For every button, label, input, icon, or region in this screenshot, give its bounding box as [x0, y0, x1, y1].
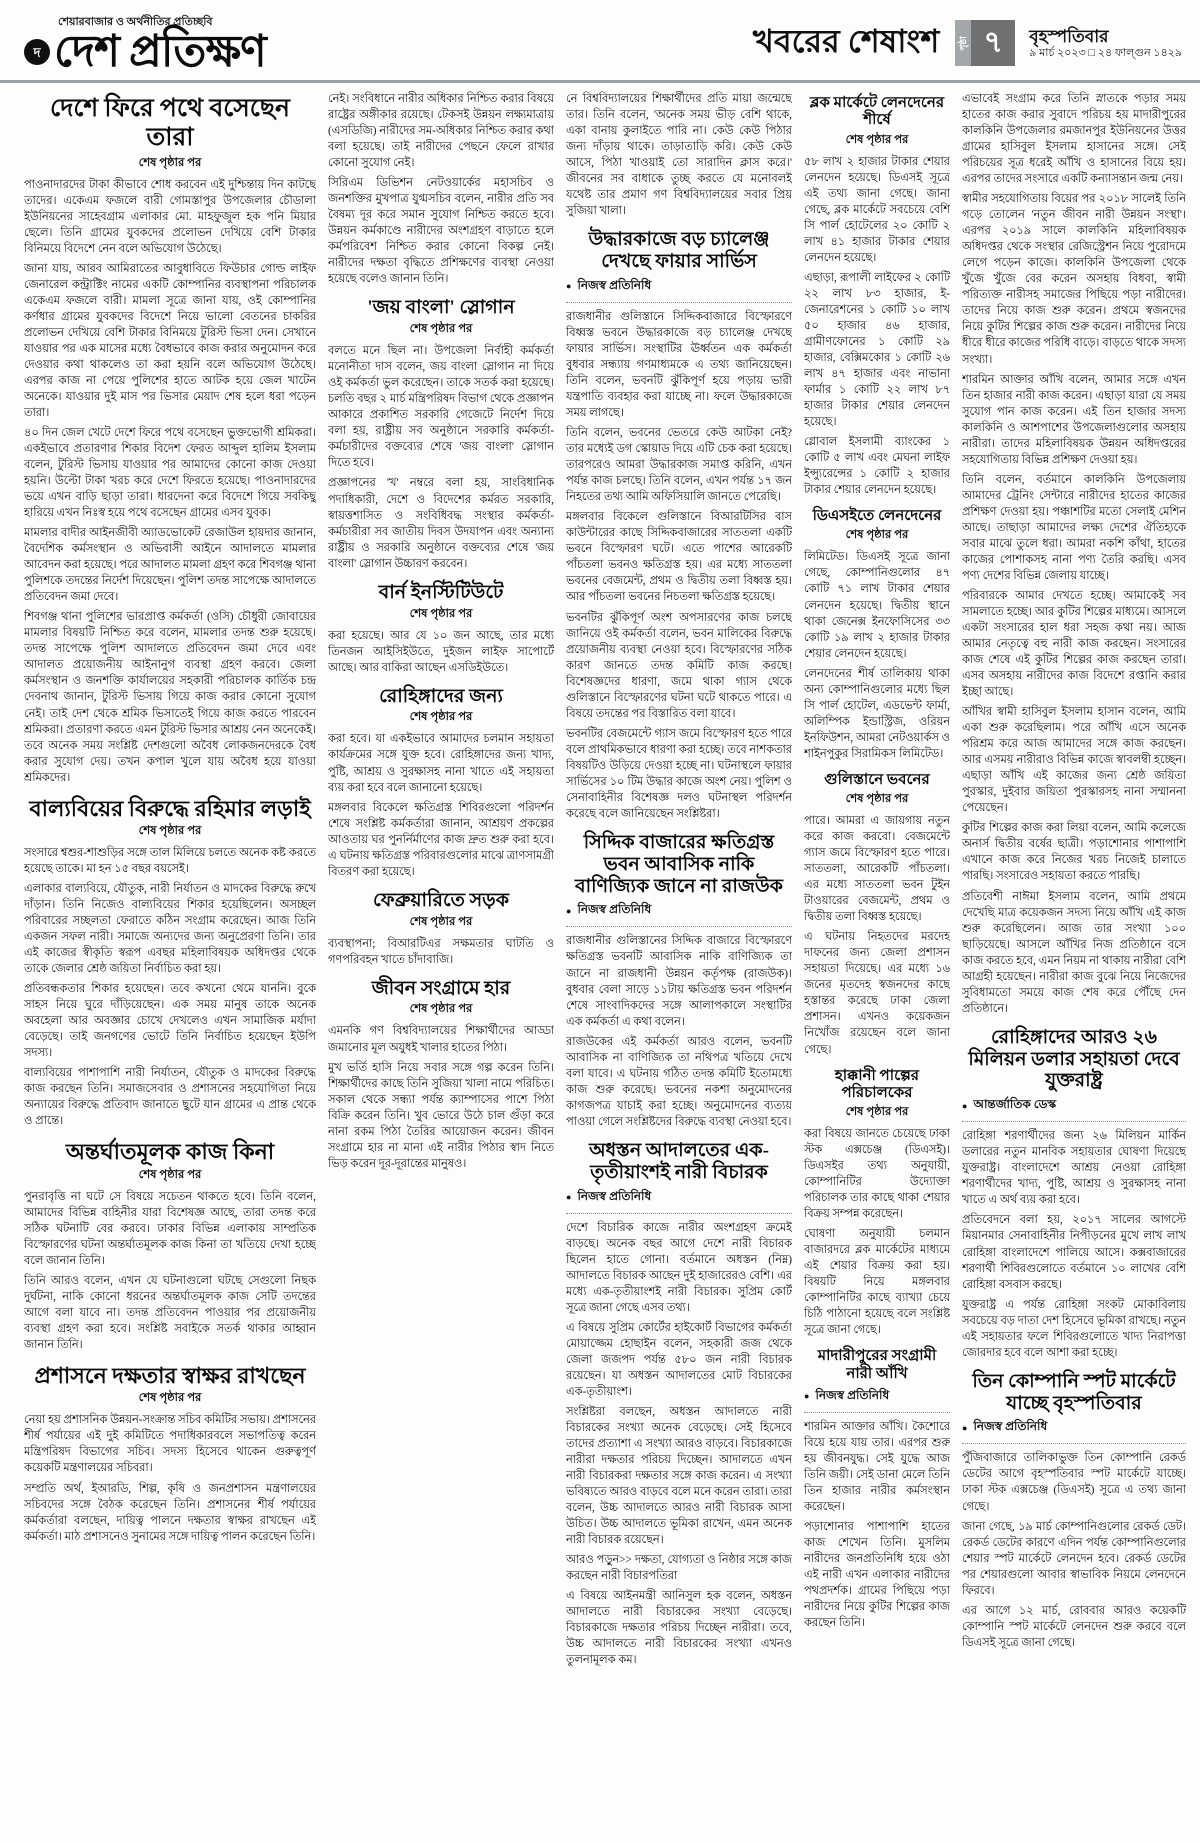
article-paragraph: রোহিঙ্গা শরণার্থীদের জন্য ২৬ মিলিয়ন মার্কিন ডলারের নতুন মানবিক সহায়তার ঘোষণা দিয়েছে যুক্তরাষ্ট্র। বাংলাদেশে আশ্রয় নেওয়া রোহিঙ্গা শরণার্থীদের খাদ্য, পুষ্টি, আশ্রয় ও সুরক্ষাসহ নানা খাতে এ অর্থ ব্যয় করা হবে।: [962, 1130, 1186, 1207]
article-paragraph: যুক্তরাষ্ট্র এ পর্যন্ত রোহিঙ্গা সংকট মোকাবিলায় সবচেয়ে বড় দাতা দেশ হিসেবে ভূমিকা রাখছে। নতুন এই সহায়তার ফলে শিবিরগুলোতে খাদ্য নিরাপত্তা জোরদার হবে বলে আশা করা হচ্ছে।: [962, 1298, 1186, 1359]
article-paragraph: ভবনটির ঝুঁকিপূর্ণ অংশ অপসারণের কাজ চলছে জানিয়ে ওই কর্মকর্তা বলেন, ভবন মালিকের বিরুদ্ধে প্রয়োজনীয় ব্যবস্থা নেওয়া হবে। বিস্ফোরণের সঠিক কারণ জানতে তদন্ত কমিটি কাজ করছে। বিশেষজ্ঞদের ধারণা, জমে থাকা গ্যাস থেকে গুলিস্তানে বিস্ফোরণের ঘটনা ঘটে থাকতে পারে। এ বিষয়ে তদন্তের পর বিস্তারিত বলা যাবে।: [566, 611, 792, 720]
article: [566, 91, 792, 219]
byline-text: আন্তর্জাতিক ডেস্ক: [973, 1097, 1057, 1112]
section-title: খবরের শেষাংশ: [752, 23, 940, 59]
header-right: [753, 16, 1182, 74]
article-paragraph: নে বিশ্ববিদ্যালয়ের শিক্ষার্থীদের প্রতি মায়া জন্মেছে তার। তিনি বলেন, 'অনেক সময় ভীড় বেশি থাকে, একা বানায় কুলাইতে পারি না। কেউ কেউ পিঠার জন্য দাঁড়ায় থাকে। তাড়াতাড়ি করি। কেউ কেউ আসে, পিঠা খাওয়াই তো সারাদিন ক্লাস করে।' জীবনের সব বাধাকে তুচ্ছ করতে যে মনোবলই যথেষ্ট তার প্রমাণ গণ বিশ্ববিদ্যালয়ের সবার প্রিয় সুজিয়া খালা।: [566, 93, 792, 218]
article: [328, 91, 554, 287]
continued-from-last-page-label: শেষ পৃষ্ঠার পর: [845, 1106, 909, 1119]
article-headline: হাক্কানী পাল্পের পরিচালকের: [834, 1067, 920, 1101]
article-headline: অধস্তন আদালতের এক-তৃতীয়াংশই নারী বিচারক: [589, 1139, 769, 1183]
column-4: [804, 91, 950, 1827]
article-paragraph: এভাবেই সংগ্রাম করে তিনি স্নাতকে পড়ার সময় হাতের কাজ করার সুবাদে পরিচয় হয় মাদারীপুরের কালকিনি উপজেলার রমজানপুর ইউনিয়নের উত্তর গ্রামের হাসিবুল ইসলাম হাসানের সঙ্গে। সেই পরিচয়ের সূত্র ধরেই আঁখি ও হাসানের বিয়ে হয়। এরপর তাদের সংসারে একটি কন্যাসন্তান জন্ম নেয়।: [962, 93, 1186, 186]
article-paragraph: পড়াশোনার পাশাপাশি হাতের কাজ শেখেন তিনি। মুসলিম নারীদের জনপ্রতিনিধি হয়ে ওঠা এই নারী এখন এলাকার নারীদের পথপ্রদর্শক। গ্রামের পিছিয়ে পড়া নারীদের নিয়ে কুটির শিল্পের কাজ করছেন তিনি।: [804, 1521, 950, 1630]
article-paragraph: পুনরাবৃত্তি না ঘটে সে বিষয়ে সচেতন থাকতে হবে। তিনি বলেন, আমাদের বিভিন্ন বাহিনীর যারা বিশেষজ্ঞ আছে, তারা তদন্ত করে সঠিক ঘটনাটি বের করবে। ঢাকার বিভিন্ন এলাকায় সাম্প্রতিক বিস্ফোরণের ঘটনা অন্তর্ঘাতমূলক কাজ কিনা তা খতিয়ে দেখা হচ্ছে বলে জানান তিনি।: [24, 1190, 316, 1267]
weekday: বৃহস্পতিবার: [1029, 26, 1109, 46]
article: [566, 832, 792, 1130]
article: [328, 978, 554, 1172]
byline: [566, 277, 792, 303]
article-paragraph: এমনকি গণ বিশ্ববিদ্যালয়ের শিক্ষার্থীদের আড্ডা জমানোর মূল অযুধই খালার হাতের পিঠা।: [328, 1025, 554, 1054]
byline: [962, 1096, 1186, 1122]
article-headline: অন্তর্ঘাতমূলক কাজ কিনা: [65, 1139, 275, 1165]
article-paragraph: ৪০ দিন জেল খেটে দেশে ফিরে পথে বসেছেন ভুক্তভোগী শ্রমিকরা। একইভাবে প্রতারণার শিকার বিদেশ ফেরত আব্দুল হালিম ইসলাম বলেন, টুরিস্ট ভিসায় যাওয়ার পর আমাদের কোনো কাজ দেওয়া হয়নি। উল্টো টাকা খরচ করে দেশে ফিরতে হয়েছে। পাওনাদারদের ভয়ে এখন বাড়ি ছাড়া তারা। ধারদেনা করে বিদেশে গিয়ে সবকিছু হারিয়ে এখন নিঃস্ব হয়ে পথে বসেছেন গ্রামের এসব যুবক।: [24, 426, 316, 520]
article-paragraph: এলাকার বাল্যবিয়ে, যৌতুক, নারী নির্যাতন ও মাদকের বিরুদ্ধে রুখে দাঁড়ান। তিনি নিজেও বাল্যবিয়ের শিকার হয়েছিলেন। অসচ্ছল পরিবারের সচ্ছলতা ফেরাতে কঠিন সংগ্রাম করেছেন। আজ তিনি একজন সফল নারী। সমাজে অন্যদের জন্য অনুপ্রেরণা তিনি। তার এই কাজের স্বীকৃতি স্বরূপ এবছর মহিলাবিষয়ক অধিদপ্তর থেকে তাকে জেলার শ্রেষ্ঠ জয়িতা নির্বাচিত করা হয়।: [24, 883, 316, 976]
masthead-title: দেশ প্রতিক্ষণ: [54, 27, 266, 76]
article: [24, 95, 316, 786]
page-label-box: [955, 20, 971, 66]
article-paragraph: তিনি আরও বলেন, এখন যে ঘটনাগুলো ঘটছে সেগুলো নিছক দুর্ঘটনা, নাকি কোনো ধরনের অন্তর্ঘাতমূলক কাজ সেটি তদন্তের আগে বলা যাবে না। তদন্ত প্রতিবেদন পাওয়ার পর প্রয়োজনীয় ব্যবস্থা গ্রহণ করা হবে। সংশ্লিষ্ট সবাইকে সতর্ক থাকার আহ্বান জানান তিনি।: [24, 1274, 316, 1352]
article-paragraph: শারমিন আক্তার আঁখি বলেন, আমার সঙ্গে এখন তিন হাজার নারী কাজ করেন। এছাড়া যারা যে সময় সুযোগ পান কাজ করেন। এই তিন হাজার সদস্য কালকিনি ও আশপাশের উপজেলাগুলোর অসহায় নারীরা। তাদের মহিলাবিষয়ক উন্নয়ন অধিদপ্তরের সহযোগিতায় বিভিন্ন প্রশিক্ষণ দেওয়া হয়।: [962, 373, 1186, 466]
article-paragraph: রাজধানীর গুলিস্তানের সিদ্দিক বাজারে বিস্ফোরণে ক্ষতিগ্রস্ত ভবনটি আবাসিক নাকি বাণিজ্যিক তা জানে না রাজধানী উন্নয়ন কর্তৃপক্ষ (রাজউক)। বুধবার বেলা সাড়ে ১১টায় ক্ষতিগ্রস্ত ভবন পরিদর্শন শেষে সাংবাদিকদের সঙ্গে আলাপকালে সংস্থাটির এক কর্মকর্তা এ কথা বলেন।: [566, 935, 792, 1028]
article-paragraph: মঙ্গলবার বিকেলে ক্ষতিগ্রস্ত শিবিরগুলো পরিদর্শন শেষে সংশ্লিষ্ট কর্মকর্তারা জানান, আশ্রয়ণ প্রকল্পের আওতায় ঘর পুনর্নির্মাণের কাজ দ্রুত শুরু করা হবে। এ ঘটনায় ক্ষতিগ্রস্ত পরিবারগুলোর মাঝে ত্রাণসামগ্রী বিতরণ করা হয়েছে।: [328, 801, 554, 878]
article-paragraph: ব্যবস্থাপনা; বিআরটিএর সক্ষমতার ঘাটতি ও গণপরিবহন খাতে চাঁদাবাজি।: [328, 937, 554, 966]
column-1: [24, 91, 316, 1827]
continued-from-last-page-label: শেষ পৃষ্ঠার পর: [138, 1392, 202, 1405]
article-paragraph: আঁখির স্বামী হাসিবুল ইসলাম হাসান বলেন, আমি একা শুরু করেছিলাম। পরে আঁখি এসে অনেক পরিশ্রম করে আজ আমাদের সঙ্গে কাজ করছেন। আর এসময় নারীরাও বিভিন্ন কাজে স্বাবলম্বী হচ্ছেন। এছাড়া আঁখি এই কাজের জন্য শ্রেষ্ঠ জয়িতা পুরস্কার, দুইবার জয়িতা পুরস্কারসহ নানা সম্মাননা পেয়েছেন।: [962, 706, 1186, 815]
continued-from-last-page-label: শেষ পৃষ্ঠার পর: [409, 607, 473, 620]
article-paragraph: প্রতিবেদনে বলা হয়, ২০১৭ সালের আগস্টে মিয়ানমার সেনাবাহিনীর নিপীড়নের মুখে লাখ লাখ রোহিঙ্গা বাংলাদেশে পালিয়ে আসে। কক্সবাজারের শরণার্থী শিবিরগুলোতে বর্তমানে ১০ লাখের বেশি রোহিঙ্গা বসবাস করছে।: [962, 1214, 1186, 1291]
article: [24, 796, 316, 1130]
article-headline: রোহিঙ্গাদের জন্য: [379, 685, 503, 707]
article: [328, 297, 554, 571]
continued-from-last-page-label: শেষ পৃষ্ঠার পর: [409, 323, 473, 336]
article: [962, 1027, 1186, 1361]
article: [24, 1363, 316, 1545]
continued-from-last-page-label: শেষ পৃষ্ঠার পর: [409, 711, 473, 724]
byline-bullet-icon: ●: [804, 1391, 810, 1402]
article-paragraph: করা হবে। যা একইভাবে আমাদের চলমান সহায়তা কার্যক্রমের সঙ্গে যুক্ত হবে। রোহিঙ্গাদের জন্য খাদ্য, পুষ্টি, আশ্রয় ও সুরক্ষাসহ নানা খাতে এই সহায়তা ব্যয় করা হবে বলে জানানো হয়েছে।: [328, 733, 554, 794]
article: [566, 1140, 792, 1669]
byline-text: নিজস্ব প্রতিনিধি: [973, 1419, 1048, 1434]
article-paragraph: গ্লোবাল ইসলামী ব্যাংকের ১ কোটি ৫ লাখ এবং মেঘনা লাইফ ইন্স্যুরেন্সের ১ কোটি ২ হাজার টাকার শেয়ার লেনদেন হয়েছে।: [804, 436, 950, 497]
article-paragraph: জানা গেছে, ১৯ মার্চ কোম্পানিগুলোর রেকর্ড ডেট। রেকর্ড ডেটের কারণে এদিন পর্যন্ত কোম্পানিগুলোর শেয়ার স্পট মার্কেটে লেনদেন হবে। রেকর্ড ডেটের পর শেয়ারগুলো আবার স্বাভাবিক নিয়মে লেনদেনে ফিরবে।: [962, 1520, 1186, 1597]
article-paragraph: শিবগঞ্জ থানা পুলিশের ভারপ্রাপ্ত কর্মকর্তা (ওসি) চৌধুরী জোবায়ের মামলার বিষয়টি নিশ্চিত করে বলেন, মামলার তদন্ত শুরু হয়েছে। তদন্ত সাপেক্ষে পুলিশ আদালতে প্রতিবেদন জমা দেবে এবং আদালত প্রয়োজনীয় আইনানুগ ব্যবস্থা গ্রহণ করবে। জেলা কর্মসংস্থান ও জনশক্তি কার্যালয়ের সহকারী পরিচালক কার্তিক চন্দ্র দেবনাথ জানান, টুরিস্ট ভিসায় গিয়ে কাজ করার কোনো সুযোগ নেই। তাই দেশ থেকে শ্রমিক ভিসাতেই গিয়ে কাজ করতে পারবেন শ্রমিকরা। প্রতারণা করতে এমন টুরিস্ট ভিসার আশ্রয় নেন অনেকেই। তবে অনেক সময় সংশ্লিষ্ট দেশগুলো অবৈধ লোকজনদেরকে বৈধ করার সুযোগ দেয়। তখন কপাল খুলে যায় অবৈধ হয়ে যাওয়া শ্রমিকদের।: [24, 611, 316, 784]
byline: [804, 1387, 950, 1413]
article-headline: উদ্ধারকাজে বড় চ্যালেঞ্জ দেখছে ফায়ার সার্ভিস: [588, 229, 770, 273]
continued-from-last-page-label: শেষ পৃষ্ঠার পর: [845, 133, 909, 146]
article-paragraph: করা বিষয়ে জানতে চেয়েছে ঢাকা স্টক এক্সচেঞ্জ (ডিএসই)। ডিএসইর তথ্য অনুযায়ী, কোম্পানিটির উদ্যোক্তা পরিচালক তার কাছে থাকা শেয়ার বিক্রয় সম্পন্ন করেছেন।: [804, 1128, 950, 1221]
article-paragraph: আরও পড়ুন>> দক্ষতা, যোগ্যতা ও নিষ্ঠার সঙ্গে কাজ করছেন নারী বিচারপতিরা: [566, 1554, 792, 1583]
masthead-logo-icon: দ: [24, 39, 50, 65]
masthead: [24, 17, 266, 74]
article-headline: প্রশাসনে দক্ষতার স্বাক্ষর রাখছেন: [34, 1363, 306, 1389]
article: [962, 1371, 1186, 1651]
article-paragraph: জানা যায়, আরব আমিরাতের আবুধাবিতে ফিউচার গোল্ড লাইফ জেনারেল কন্ট্রাক্টিং নামের একটি কোম্পানির ব্যবস্থাপনা পরিচালক একেএম ফজলে বারী। মামলা সূত্রে জানা যায়, ওই কোম্পানির কর্ণধার গ্রামের যুবকদের বিদেশে নিয়ে ভালো বেতনের চাকরির প্রলোভন দেখিয়ে বেশি টাকার বিনিময়ে টুরিস্ট ভিসা দেন। সেখানে যাওয়ার পর এক মাসের মধ্যে বৈধভাবে কাজ করার অনুমোদন করে দেওয়ার কথা থাকলেও তা করা হয়নি বলে অভিযোগ উঠেছে। এরপর কাজ না পেয়ে পুলিশের হাতে আটক হয়ে জেল খাটেন অনেকে। যাওয়ার দুই মাস পর ভিসার মেয়াদ শেষ হলে ধরা পড়েন তারা।: [24, 262, 316, 419]
article-paragraph: দেশে বিচারিক কাজে নারীর অংশগ্রহণ ক্রমেই বাড়ছে। অনেক বছর আগে দেশে নারী বিচারক ছিলেন হাতে গোনা। বর্তমানে অধস্তন (নিম্ন) আদালতে বিচারক আছেন দুই হাজারেরও বেশি। এর মধ্যে এক-তৃতীয়াংশই নারী বিচারক। সুপ্রিম কোর্ট সূত্রে জানা গেছে এসব তথ্য।: [566, 1221, 792, 1314]
article: [804, 1068, 950, 1339]
article-paragraph: এ ঘটনায় নিহতদের মরদেহ দাফনের জন্য জেলা প্রশাসন সহায়তা দিয়েছে। এর মধ্যে ১৬ জনের মৃতদেহ স্বজনদের কাছে হস্তান্তর করেছে ঢাকা জেলা প্রশাসন। এখনও কয়েকজন নিখোঁজ রয়েছেন বলে জানা গেছে।: [804, 931, 950, 1056]
article-paragraph: নেয়া হয় প্রশাসনিক উন্নয়ন-সংক্রান্ত সচিব কমিটির সভায়। প্রশাসনের শীর্ষ পর্যায়ের এই দুই কমিটিতে পদাধিকারবলে সভাপতিত্ব করেন মন্ত্রিপরিষদ বিভাগের সচিব। সদস্য হিসেবে থাকেন গুরুত্বপূর্ণ কয়েকটি মন্ত্রণালয়ের সচিবরা।: [24, 1414, 316, 1475]
article-headline: ফেব্রুয়ারিতে সড়ক: [372, 889, 510, 911]
article-paragraph: রাজউকের এই কর্মকর্তা আরও বলেন, ভবনটি আবাসিক না বাণিজ্যিক তা নথিপত্র খতিয়ে দেখে বলা যাবে। এ ঘটনায় গঠিত তদন্ত কমিটি ইতোমধ্যে কাজ শুরু করেছে। ভবনের নকশা অনুমোদনের কাগজপত্র যাচাই করা হচ্ছে। অনুমোদনের ব্যত্যয় পাওয়া গেলে সংশ্লিষ্টদের বিরুদ্ধে ব্যবস্থা নেওয়া হবে।: [566, 1035, 792, 1128]
article-paragraph: এছাড়া, রূপালী লাইফের ২ কোটি ২২ লাখ ৮৩ হাজার, ই-জেনারেশনের ১ কোটি ১০ লাখ ৫০ হাজার ৪৬ হাজার, গ্রামীণফোনের ১ কোটি ২৯ হাজার, বেক্সিমকোর ১ কোটি ২৬ লাখ ৪৭ হাজার এবং নাভানা ফার্মার ১ কোটি ২২ লাখ ৮৭ হাজার টাকার শেয়ার লেনদেন হয়েছে।: [804, 271, 950, 428]
article-headline: তিন কোম্পানি স্পট মার্কেটে যাচ্ছে বৃহস্পতিবার: [972, 1370, 1176, 1414]
article-paragraph: স্বামীর সহযোগিতায় বিয়ের পর ২০১৮ সালেই তিনি গড়ে তোলেন 'নতুন জীবন নারী উন্নয়ন সংস্থা'। এরপর ২০১৯ সালে কালকিনি মহিলাবিষয়ক অধিদপ্তর থেকে সংস্থার রেজিস্ট্রেশন নিয়ে পুরোদমে লেগে পড়েন কাজে। কালকিনি উপজেলা থেকে খুঁজে খুঁজে বের করেন অসহায় বিধবা, স্বামী পরিত্যক্ত নারীসহ সমাজের পিছিয়ে পড়া নারীদের। তাদের নিয়ে কাজ শুরু করেন। প্রথমে স্বজনদের নিয়ে কুটির শিল্পের কাজ শুরু করেন। নারীদের নিয়ে ধীরে ধীরে কাজের পরিধি বাড়ে। বাড়তে থাকে সদস্য সংখ্যা।: [962, 193, 1186, 366]
continued-from-last-page-label: শেষ পৃষ্ঠার পর: [845, 793, 909, 806]
page-number-block: [955, 20, 1015, 66]
article-paragraph: লেনদেনের শীর্ষ তালিকায় থাকা অন্য কোম্পানিগুলোর মধ্যে ছিল সি পার্ল হোটেল, এডভেন্ট ফার্মা, অলিম্পিক ইন্ডাস্ট্রিজ, ওরিয়ন ইনফিউশন, আমরা নেটওয়ার্কস ও শাইনপুকুর সিরামিকস লিমিটেড।: [804, 667, 950, 760]
article-paragraph: বলতে মনে ছিল না। উপজেলা নির্বাহী কর্মকর্তা মনোনীতা দাস বলেন, জয় বাংলা স্লোগান না দিয়ে ওই কর্মকর্তা ভুল করেছেন। তাকে সতর্ক করা হয়েছে। চলতি বছর ২ মার্চ মন্ত্রিপরিষদ বিভাগ থেকে প্রজ্ঞাপন আকারে প্রকাশিত সরকারি গেজেটে নির্দেশ দিয়ে বলা হয়, রাষ্ট্রীয় সব অনুষ্ঠানে সরকারি কর্মকর্তা-কর্মচারীদের বক্তব্যের শেষে 'জয় বাংলা' স্লোগান দিতে হবে।: [328, 345, 554, 470]
continued-from-last-page-label: শেষ পৃষ্ঠার পর: [409, 1003, 473, 1016]
page-number: ৭: [971, 20, 1015, 66]
article: [24, 1139, 316, 1353]
article-paragraph: মঙ্গলবার বিকেলে গুলিস্তানে বিআরটিসির বাস কাউন্টারের কাছে সিদ্দিকবাজারের সাততলা একটি ভবনে বিস্ফোরণ ঘটে। এতে পাশের আরেকটি পাঁচতলা ভবনও ক্ষতিগ্রস্ত হয়। এর মধ্যে সাততলা ভবনের বেজমেন্ট, প্রথম ও দ্বিতীয় তলা বিধ্বস্ত হয়। আর পাঁচতলা ভবনের নিচতলা ক্ষতিগ্রস্ত হয়েছে।: [566, 511, 792, 604]
article-paragraph: সিরিএম ডিভিশন নেটওয়ার্কের মহাসচিব ও জনশক্তির মুখপাত্র যুগ্মসচিব বলেন, নারীর প্রতি সব বৈষম্য দূর করে সমান সুযোগ নিশ্চিত করতে হবে। উন্নয়ন কর্মকাণ্ডে নারীদের অংশগ্রহণ বাড়াতে হলে কর্মপরিবেশ নিশ্চিত করার কোনো বিকল্প নেই। নারীদের দক্ষতা বৃদ্ধিতে প্রশিক্ষণের ব্যবস্থা নেওয়া হয়েছে বলেও জানান তিনি।: [328, 177, 554, 286]
article-headline: বার্ন ইনস্টিটিউটে: [378, 581, 504, 603]
article-paragraph: ভবনটির বেজমেন্টে গ্যাস জমে বিস্ফোরণ হতে পারে বলে প্রাথমিকভাবে ধারণা করা হচ্ছে। তবে নাশকতার বিষয়টিও উড়িয়ে দেওয়া হচ্ছে না। ঘটনাস্থলে ফায়ার সার্ভিসের ১০ টিম উদ্ধার কাজে অংশ নেয়। পুলিশ ও সেনাবাহিনীর বিশেষজ্ঞ দলও ঘটনাস্থল পরিদর্শন করেছে বলে জানিয়েছেন সংশ্লিষ্টরা।: [566, 727, 792, 820]
newspaper-body: [0, 83, 1200, 1827]
article-paragraph: সম্প্রতি অর্থ, ইআরডি, শিল্প, কৃষি ও জনপ্রশাসন মন্ত্রণালয়ের সচিবদের সঙ্গে বৈঠক করেছেন তিনি। প্রশাসনের শীর্ষ পর্যায়ের কর্মকর্তারা বলছেন, দায়িত্ব পালনে দক্ষতার স্বাক্ষর রাখছেন এই কর্মকর্তা। মাঠ প্রশাসনেও সুনামের সঙ্গে দায়িত্ব পালন করেছেন তিনি।: [24, 1482, 316, 1543]
byline-text: নিজস্ব প্রতিনিধি: [577, 1188, 652, 1203]
article-headline: রোহিঙ্গাদের আরও ২৬ মিলিয়ন ডলার সহায়তা দেবে যুক্তরাষ্ট্র: [968, 1026, 1180, 1092]
article-paragraph: তিনি বলেন, বর্তমানে কালকিনি উপজেলায় আমাদের ট্রেনিং সেন্টারে নারীদের হাতের কাজের প্রশিক্ষণ দেওয়া হয়। পঞ্চাশটির মতো সেলাই মেশিন আছে। তাছাড়া আমাদের লক্ষ্য দেশের ঐতিহ্যকে সবার মাঝে তুলে ধরা। আমরা নকশি কাঁথা, হাতের কাজের পোশাকসহ নানা পণ্য তৈরি করছি। এসব পণ্য দেশের বিভিন্ন জেলায় যাচ্ছে।: [962, 473, 1186, 582]
article-paragraph: ৫৮ লাখ ২ হাজার টাকার শেয়ার লেনদেন হয়েছে। ডিএসই সূত্রে এই তথ্য জানা গেছে। জানা গেছে, ব্লক মার্কেটে সবচেয়ে বেশি সি পার্ল হোটেলের ২০ কোটি ২ লাখ ৪১ হাজার টাকার শেয়ার লেনদেন হয়েছে।: [804, 155, 950, 264]
dateline: ৯ মার্চ ২০২৩ □ ২৪ ফাল্গুন ১৪২৯: [1029, 46, 1182, 59]
article-paragraph: সংশ্লিষ্টরা বলছেন, অধস্তন আদালতে নারী বিচারকের সংখ্যা অনেক বেড়েছে। সেই হিসেবে তাদের প্রত্যাশা এ সংখ্যা আরও বাড়বে। বিচারকাজে নারীরা দক্ষতার পরিচয় দিচ্ছেন। আদালতে এখন নারী বিচারকরা দক্ষতার সঙ্গে কাজ করেন। এ সংখ্যা ভবিষ্যতে আরও বাড়বে বলে মনে করেন তারা। তারা বলেন, উচ্চ আদালতে আরও নারী বিচারক আসা উচিত। উচ্চ আদালতে ভূমিকা রাখেন, এমন অনেক নারী বিচারক রয়েছেন।: [566, 1405, 792, 1547]
continued-from-last-page-label: শেষ পৃষ্ঠার পর: [138, 156, 202, 169]
article-paragraph: মুখ ভর্তি হাসি নিয়ে সবার সঙ্গে গল্প করেন তিনি। শিক্ষার্থীদের কাছে তিনি সুজিয়া খালা নামে পরিচিত। সকাল থেকে সন্ধ্যা পর্যন্ত ক্যাম্পাসের পাশে পিঠা বিক্রি করেন তিনি। খুব ভোরে উঠে চাল গুঁড়া করে নানা রকম পিঠা তৈরির আয়োজন করেন। জীবন সংগ্রামে হার না মানা এই নারীর পিঠার স্বাদ নিতে ভিড় করেন দূর-দূরান্তের মানুষও।: [328, 1061, 554, 1170]
article-headline: সিদ্দিক বাজারের ক্ষতিগ্রস্ত ভবন আবাসিক নাকি বাণিজ্যিক জানে না রাজউক: [575, 831, 783, 897]
continued-from-last-page-label: শেষ পৃষ্ঠার পর: [138, 1168, 202, 1181]
article-paragraph: ঘোষণা অনুযায়ী চলমান বাজারদরে ব্লক মার্কেটের মাধ্যমে এই শেয়ার বিক্রয় করা হয়। বিষয়টি নিয়ে মঙ্গলবার কোম্পানিটির কাছে ব্যাখ্যা চেয়ে চিঠি পাঠানো হয়েছে বলে সংশ্লিষ্ট সূত্রে জানা গেছে।: [804, 1228, 950, 1337]
article: [804, 95, 950, 498]
byline: [566, 901, 792, 927]
byline-bullet-icon: ●: [962, 1422, 968, 1433]
article-paragraph: পাওনাদারদের টাকা কীভাবে শোধ করবেন এই দুশ্চিন্তায় দিন কাটছে তাদের। একেএম ফজলে বারী গোমস্তাপুর উপজেলার চৌডালা ইউনিয়নের সাহেবগ্রাম এলাকার মো. মাহফুজুল হক পনি মিয়ার ছেলে। তিনি গ্রামের যুবকদের প্রলোভন দেখিয়ে বেশি টাকার বিনিময়ে বিদেশে নেন বলে অভিযোগ উঠেছে।: [24, 178, 316, 255]
byline-text: নিজস্ব প্রতিনিধি: [815, 1387, 890, 1402]
article-headline: ডিএসইতে লেনদেনের: [812, 508, 942, 525]
article-headline: মাদারীপুরের সংগ্রামী নারী আঁখি: [817, 1348, 937, 1382]
article-paragraph: পারে। আমরা এ জায়গায় নতুন করে কাজ করবো। বেজমেন্টে গ্যাস জমে বিস্ফোরণ হতে পারে। সাততলা, আরেকটি পাঁচতলা। এর মধ্যে সাততলা ভবন টুইন টাওয়ারের বেজমেন্ট, প্রথম ও দ্বিতীয় তলা বিধ্বস্ত হয়েছে।: [804, 815, 950, 924]
article-headline: জীবন সংগ্রামে হার: [371, 977, 511, 999]
article-paragraph: করা হয়েছে। আর যে ১০ জন আছে, তার মধ্যে তিনজন আইসিইউতে, দুইজন লাইফ সাপোর্টে আছে। আর বাকিরা আছেন এসডিইউতে।: [328, 629, 554, 674]
continued-from-last-page-label: শেষ পৃষ্ঠার পর: [409, 915, 473, 928]
article: [804, 508, 950, 762]
article-paragraph: প্রজ্ঞাপনের 'খ' নম্বরে বলা হয়, সাংবিধানিক পদাধিকারী, দেশে ও বিদেশের কর্মরত সরকারি, স্বায়ত্তশাসিত ও সংবিধিবদ্ধ সংস্থার কর্মকর্তা-কর্মচারীরা সব জাতীয় দিবস উদযাপন এবং অন্যান্য রাষ্ট্রীয় ও সরকারি অনুষ্ঠানে বক্তব্যের শেষে 'জয় বাংলা' স্লোগান উচ্চারণ করবেন।: [328, 477, 554, 570]
article-headline: ব্লক মার্কেটে লেনদেনের শীর্ষে: [809, 95, 945, 129]
article-paragraph: সংসারে শ্বশুর-শাশুড়ির সঙ্গে তাল মিলিয়ে চলতে অনেক কষ্ট করতে হয়েছে তাকে। মা হন ১৫ বছর বয়সেই।: [24, 846, 316, 875]
article: [962, 91, 1186, 1017]
article-headline: গুলিস্তানে ভবনের: [824, 771, 930, 788]
article-paragraph: রাজধানীর গুলিস্তানে সিদ্দিকবাজারে বিস্ফোরণে বিধ্বস্ত ভবনে উদ্ধারকাজে বড় চ্যালেঞ্জ দেখছে ফায়ার সার্ভিস। সংস্থাটির ঊর্ধ্বতন এক কর্মকর্তা বুধবার সন্ধ্যায় গণমাধ্যমকে এ তথ্য জানিয়েছেন। তিনি বলেন, ভবনটি ঝুঁকিপূর্ণ হয়ে পড়ায় ভারী যন্ত্রপাতি ব্যবহার করা যাচ্ছে না। ফলে উদ্ধারকাজে সময় লাগছে।: [566, 310, 792, 420]
article: [566, 229, 792, 822]
byline-bullet-icon: ●: [566, 281, 572, 292]
article-paragraph: লিমিটেড। ডিএসই সূত্রে জানা গেছে, কোম্পানিগুলোর ৪৭ কোটি ৭১ লাখ টাকার শেয়ার লেনদেন হয়েছে। দ্বিতীয় স্থানে থাকা জেনেক্স ইনফোসিসের ৩৩ কোটি ১৯ লাখ ২ হাজার টাকার শেয়ার লেনদেন হয়েছে।: [804, 551, 950, 660]
article: [328, 686, 554, 880]
byline-bullet-icon: ●: [962, 1100, 968, 1111]
article-headline: দেশে ফিরে পথে বসেছেন তারা: [50, 95, 290, 151]
masthead-tagline: শেয়ারবাজার ও অর্থনীতির প্রতিচ্ছবি: [58, 16, 213, 28]
page-label: পৃষ্ঠা: [957, 35, 968, 51]
article-paragraph: প্রতিবেশী নাঈমা ইসলাম বলেন, আমি প্রথমে দেখেছি মাত্র কয়েকজন সদস্য নিয়ে আঁখি এই কাজ শুরু করেছিলেন। আজ তার সংখ্যা ১০০ ছাড়িয়েছে। আসলে আঁখির নিজ প্রতিষ্ঠানে বসে কাজ করতে হবে, এমন নিয়ম না থাকায় নারীরা বেশি আগ্রহী হয়েছেন। নারীরা কাজ বুঝে নিয়ে নিজেদের সুবিধামতো সময়ে কাজ শেষ করে পৌঁছে দেন প্রতিষ্ঠানে।: [962, 890, 1186, 1015]
article-paragraph: বাল্যবিয়ের পাশাপাশি নারী নির্যাতন, যৌতুক ও মাদকের বিরুদ্ধে কাজ করছেন তিনি। সমাজসেবার ও প্রশাসনের সহযোগিতা নিয়ে অন্যায়ের বিরুদ্ধে প্রতিবাদ জানাতে ছুটে যান গ্রামের এ প্রান্ত থেকে ও প্রান্তে।: [24, 1067, 316, 1128]
article-paragraph: এ বিষয়ে সুপ্রিম কোর্টের হাইকোর্ট বিভাগের কর্মকর্তা মোয়াজ্জেম হোছাইন বলেন, সহকারী জজ থেকে জেলা জজপদ পর্যন্ত ৫৮০ জন নারী বিচারক রয়েছেন। যা অধস্তন আদালতের মোট বিচারকের এক-তৃতীয়াংশ।: [566, 1321, 792, 1398]
article-paragraph: প্রতিবন্ধকতার শিকার হয়েছেন। তবে কখনো থেমে যাননি। বুকে সাহস নিয়ে ঘুরে দাঁড়িয়েছেন। এক সময় মানুষ তাকে অনেক অবহেলা আর অবজ্ঞার চোখে দেখলেও এখন সামাজিক মর্যাদা বেড়েছে। তাই জনগণের ভোটে তিনি নির্বাচিত হয়েছেন ইউপি সদস্য।: [24, 983, 316, 1060]
article-paragraph: পরিবারকে আমার দেখতে হচ্ছে। আমাকেই সব সামলাতে হচ্ছে। আর কুটির শিল্পের মাধ্যমে। আসলে একটা সংসারের হাল ধরা সহজ কথা নয়। আজ আমার নেতৃত্বে বহু নারী কাজ করছেন। সংসারের কাজ শেষে এই কুটির শিল্পের কাজ করছেন তারা। এসব অসহায় নারীদের কাজ বিদেশে রপ্তানি করার ইচ্ছা আছে।: [962, 589, 1186, 699]
byline-text: নিজস্ব প্রতিনিধি: [577, 902, 652, 917]
article-paragraph: শারমিন আক্তার আঁখি। কৈশোরে বিয়ে হয়ে যায় তার। এরপর শুরু হয় জীবনযুদ্ধ। সেই যুদ্ধে আজ তিনি জয়ী। সেই ডানা মেলে তিনি তিন হাজার নারীর কর্মসংস্থান করেছেন।: [804, 1420, 950, 1514]
continued-from-last-page-label: শেষ পৃষ্ঠার পর: [845, 529, 909, 542]
byline-bullet-icon: ●: [566, 1192, 572, 1202]
article-headline: 'জয় বাংলা' স্লোগান: [367, 297, 515, 319]
article-paragraph: কুটির শিল্পের কাজ করা লিয়া বলেন, আমি কলেজে অনার্স দ্বিতীয় বর্ষের ছাত্রী। পড়াশোনার পাশাপাশি এখানে কাজ করে নিজের খরচ নিজেই চালাতে পারছি। সংসারেও সহায়তা করতে পারছি।: [962, 822, 1186, 883]
article-paragraph: তিনি বলেন, ভবনের ভেতরে কেউ আটকা নেই? তার মধ্যেই ডগ স্কোয়াড দিয়ে এটি চেক করা হয়েছে। তারপরেও আমরা উদ্ধারকাজ সমাপ্ত করিনি, এখন পর্যন্ত কাজ চলছে। তিনি বলেন, এখন পর্যন্ত ১৭ জন নিহতের তথ্য আমি অফিসিয়ালি জানতে পেরেছি।: [566, 427, 792, 504]
page-header: [0, 0, 1200, 83]
byline-bullet-icon: ●: [566, 905, 572, 916]
byline-text: নিজস্ব প্রতিনিধি: [577, 277, 652, 292]
article-paragraph: মামলার বাদীর আইনজীবী অ্যাডভোকেট রেজাউল হায়দার জানান, বৈদেশিক কর্মসংস্থান ও অভিবাসী আইনে আদালতে মামলার আবেদন করা হয়েছে। পরে আদালত মামলা গ্রহণ করে শিবগঞ্জ থানা পুলিশকে তদন্তের নির্দেশ দিয়েছেন। পুলিশ তদন্ত সাপেক্ষে আদালতে প্রতিবেদন জমা দেবে।: [24, 527, 316, 604]
continued-from-last-page-label: শেষ পৃষ্ঠার পর: [138, 824, 202, 837]
article: [328, 582, 554, 676]
column-3: [566, 91, 792, 1827]
byline: [566, 1188, 792, 1214]
column-2: [328, 91, 554, 1827]
article-paragraph: এর আগে ১২ মার্চ, রোববার আরও কয়েকটি কোম্পানি স্পট মার্কেটে লেনদেন শুরু করবে বলে ডিএসই সূত্রে জানা গেছে।: [962, 1604, 1186, 1649]
article: [804, 1348, 950, 1631]
article-headline: বাল্যবিয়ের বিরুদ্ধে রহিমার লড়াই: [29, 795, 311, 821]
article: [804, 772, 950, 1058]
article-paragraph: নেই। সংবিধানে নারীর অধিকার নিশ্চিত করার বিষয়ে রাষ্ট্রের অঙ্গীকার রয়েছে। টেকসই উন্নয়ন লক্ষ্যমাত্রায় (এসডিজি) নারীদের সম-অধিকার নিশ্চিত করার কথা বলা হয়েছে। তাই নারীদের পেছনে ফেলে রাখার কোনো সুযোগ নেই।: [328, 93, 554, 170]
article: [328, 890, 554, 968]
date-block: [1025, 26, 1182, 61]
article-paragraph: এ বিষয়ে আইনমন্ত্রী আনিসুল হক বলেন, অধস্তন আদালতে নারী বিচারকের সংখ্যা বেড়েছে। বিচারকাজে দক্ষতার পরিচয় দিচ্ছেন নারীরা। তবে, উচ্চ আদালতে নারী বিচারকের সংখ্যা এখনও তুলনামূলক কম।: [566, 1590, 792, 1667]
article-paragraph: পুঁজিবাজারে তালিকাভুক্ত তিন কোম্পানি রেকর্ড ডেটের আগে বৃহস্পতিবার স্পট মার্কেটে যাচ্ছে। ঢাকা স্টক এক্সচেঞ্জ (ডিএসই) সূত্রে এ তথ্য জানা গেছে।: [962, 1452, 1186, 1513]
column-5: [962, 91, 1186, 1827]
byline: [962, 1418, 1186, 1444]
